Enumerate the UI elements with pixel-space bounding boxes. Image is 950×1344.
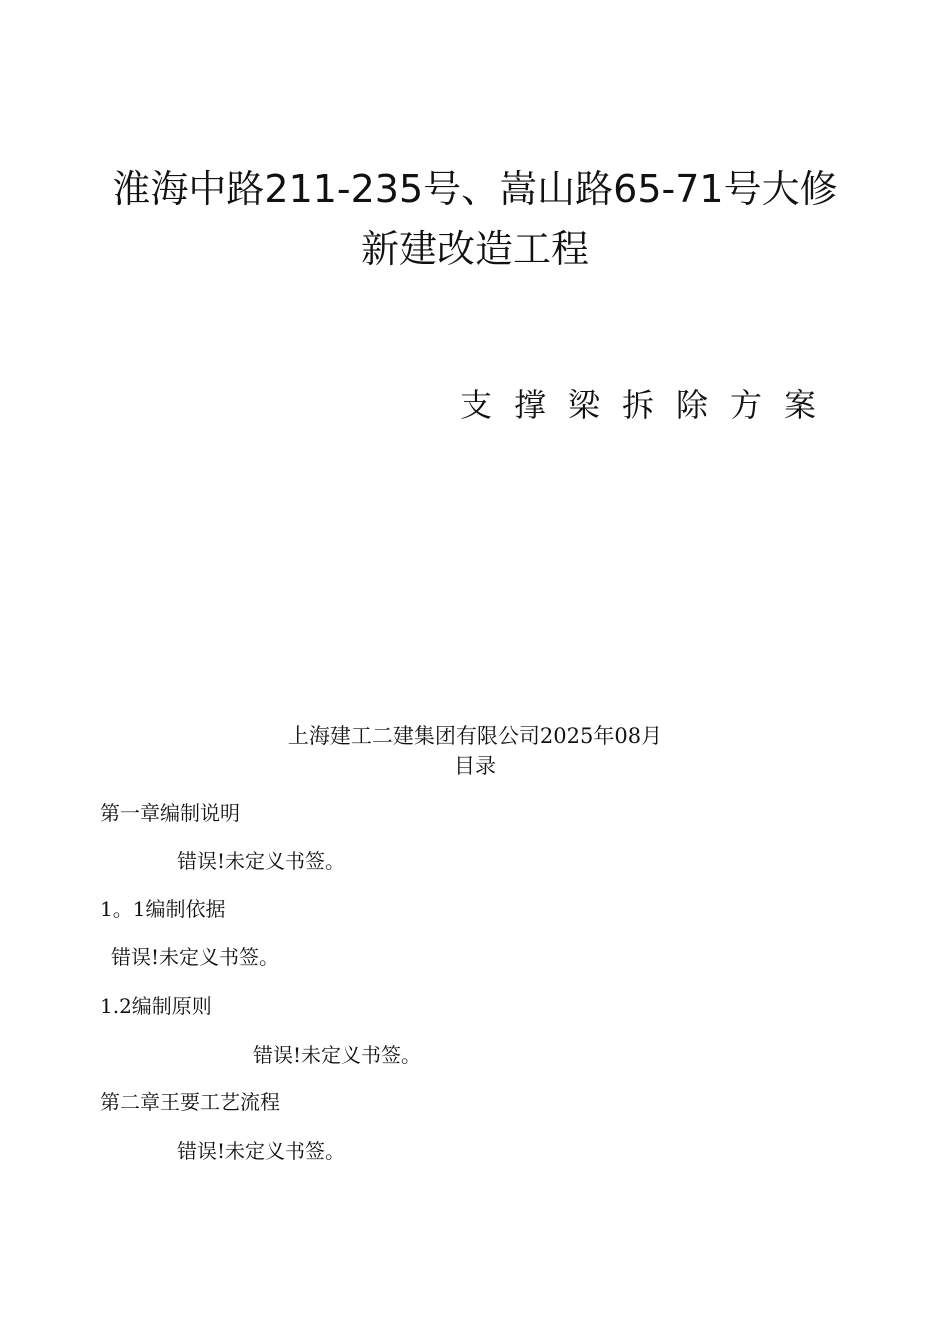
project-title-line-2: 新建改造工程 — [360, 227, 589, 271]
toc-entry-bookmark-error[interactable]: 错误!未定义书签。 — [111, 945, 280, 969]
toc-entry-section-1-2[interactable]: 1.2编制原则 — [100, 994, 212, 1018]
toc-entry-bookmark-error[interactable]: 错误!未定义书签。 — [177, 849, 346, 873]
plan-subtitle: 支撑梁拆除方案 — [460, 386, 839, 424]
toc-entry-chapter-2[interactable]: 第二章王要工艺流程 — [100, 1090, 280, 1114]
toc-entry-section-1-1[interactable]: 1。1编制依据 — [100, 897, 226, 921]
project-title-line-1: 淮海中路211-235号、嵩山路65-71号大修 — [112, 167, 838, 211]
company-date: 上海建工二建集团有限公司2025年08月 — [287, 724, 663, 748]
toc-entry-chapter-1[interactable]: 第一章编制说明 — [100, 801, 240, 825]
toc-entry-bookmark-error[interactable]: 错误!未定义书签。 — [177, 1139, 346, 1163]
toc-heading: 目录 — [454, 754, 496, 778]
toc-entry-bookmark-error[interactable]: 错误!未定义书签。 — [253, 1043, 422, 1067]
